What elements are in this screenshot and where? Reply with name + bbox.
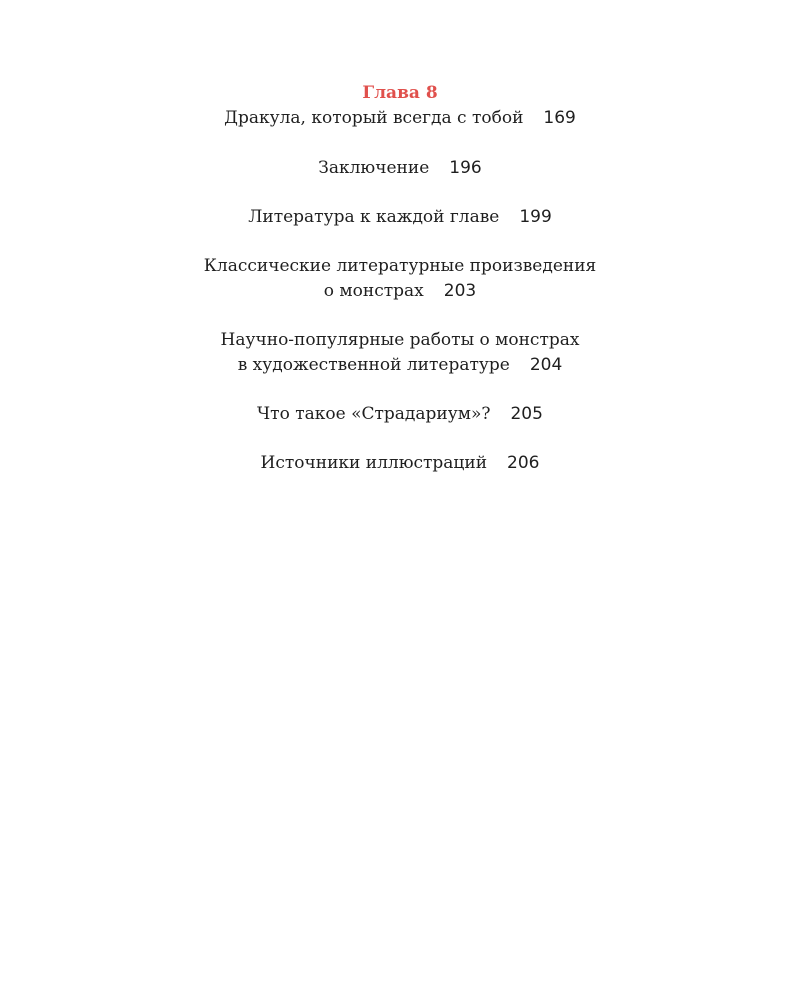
toc-entry-title xyxy=(0,106,800,131)
toc-entry-title xyxy=(0,402,800,427)
chapter-heading: Глава 8 xyxy=(362,83,438,103)
toc-entry-title-line: в художественной литературе xyxy=(237,355,510,375)
toc-page-number: 199 xyxy=(519,207,552,227)
toc-page-number: 204 xyxy=(529,355,563,375)
toc-entry-title-line: Заключение xyxy=(318,158,430,178)
toc-entry-stradarium xyxy=(0,402,800,427)
toc-page-number: 196 xyxy=(449,158,482,178)
toc-entry-title-line: Литература к каждой главе xyxy=(248,207,500,227)
toc-entry-title-line: Источники иллюстраций xyxy=(260,453,488,473)
toc-entry-conclusion xyxy=(0,156,800,181)
toc-entry-title-line: Дракула, который всегда с тобой xyxy=(224,108,524,128)
toc-page-number: 206 xyxy=(507,453,540,473)
toc-entry-title-line: о монстрах xyxy=(323,281,424,301)
toc-page-number: 169 xyxy=(543,108,576,128)
toc-entry-popular-science xyxy=(0,328,800,378)
toc-page-number: 203 xyxy=(443,281,477,301)
toc-entry-title xyxy=(0,279,800,304)
toc-entry-title-line: Что такое «Страдариум»? xyxy=(257,404,491,424)
toc-entry-literature-per-chapter xyxy=(0,205,800,230)
toc-entry-chapter-8 xyxy=(0,80,800,131)
toc-entry-title xyxy=(0,353,800,378)
toc-entry-classic-works xyxy=(0,254,800,304)
toc-page-number: 205 xyxy=(510,404,543,424)
toc-entry-title xyxy=(0,156,800,181)
toc-entry-title xyxy=(0,451,800,476)
table-of-contents xyxy=(0,80,800,476)
toc-entry-title-line: Научно-популярные работы о монстрах xyxy=(220,330,580,350)
toc-entry-title xyxy=(0,205,800,230)
toc-entry-illustration-sources xyxy=(0,451,800,476)
toc-entry-title-line: Классические литературные произведения xyxy=(203,256,597,276)
